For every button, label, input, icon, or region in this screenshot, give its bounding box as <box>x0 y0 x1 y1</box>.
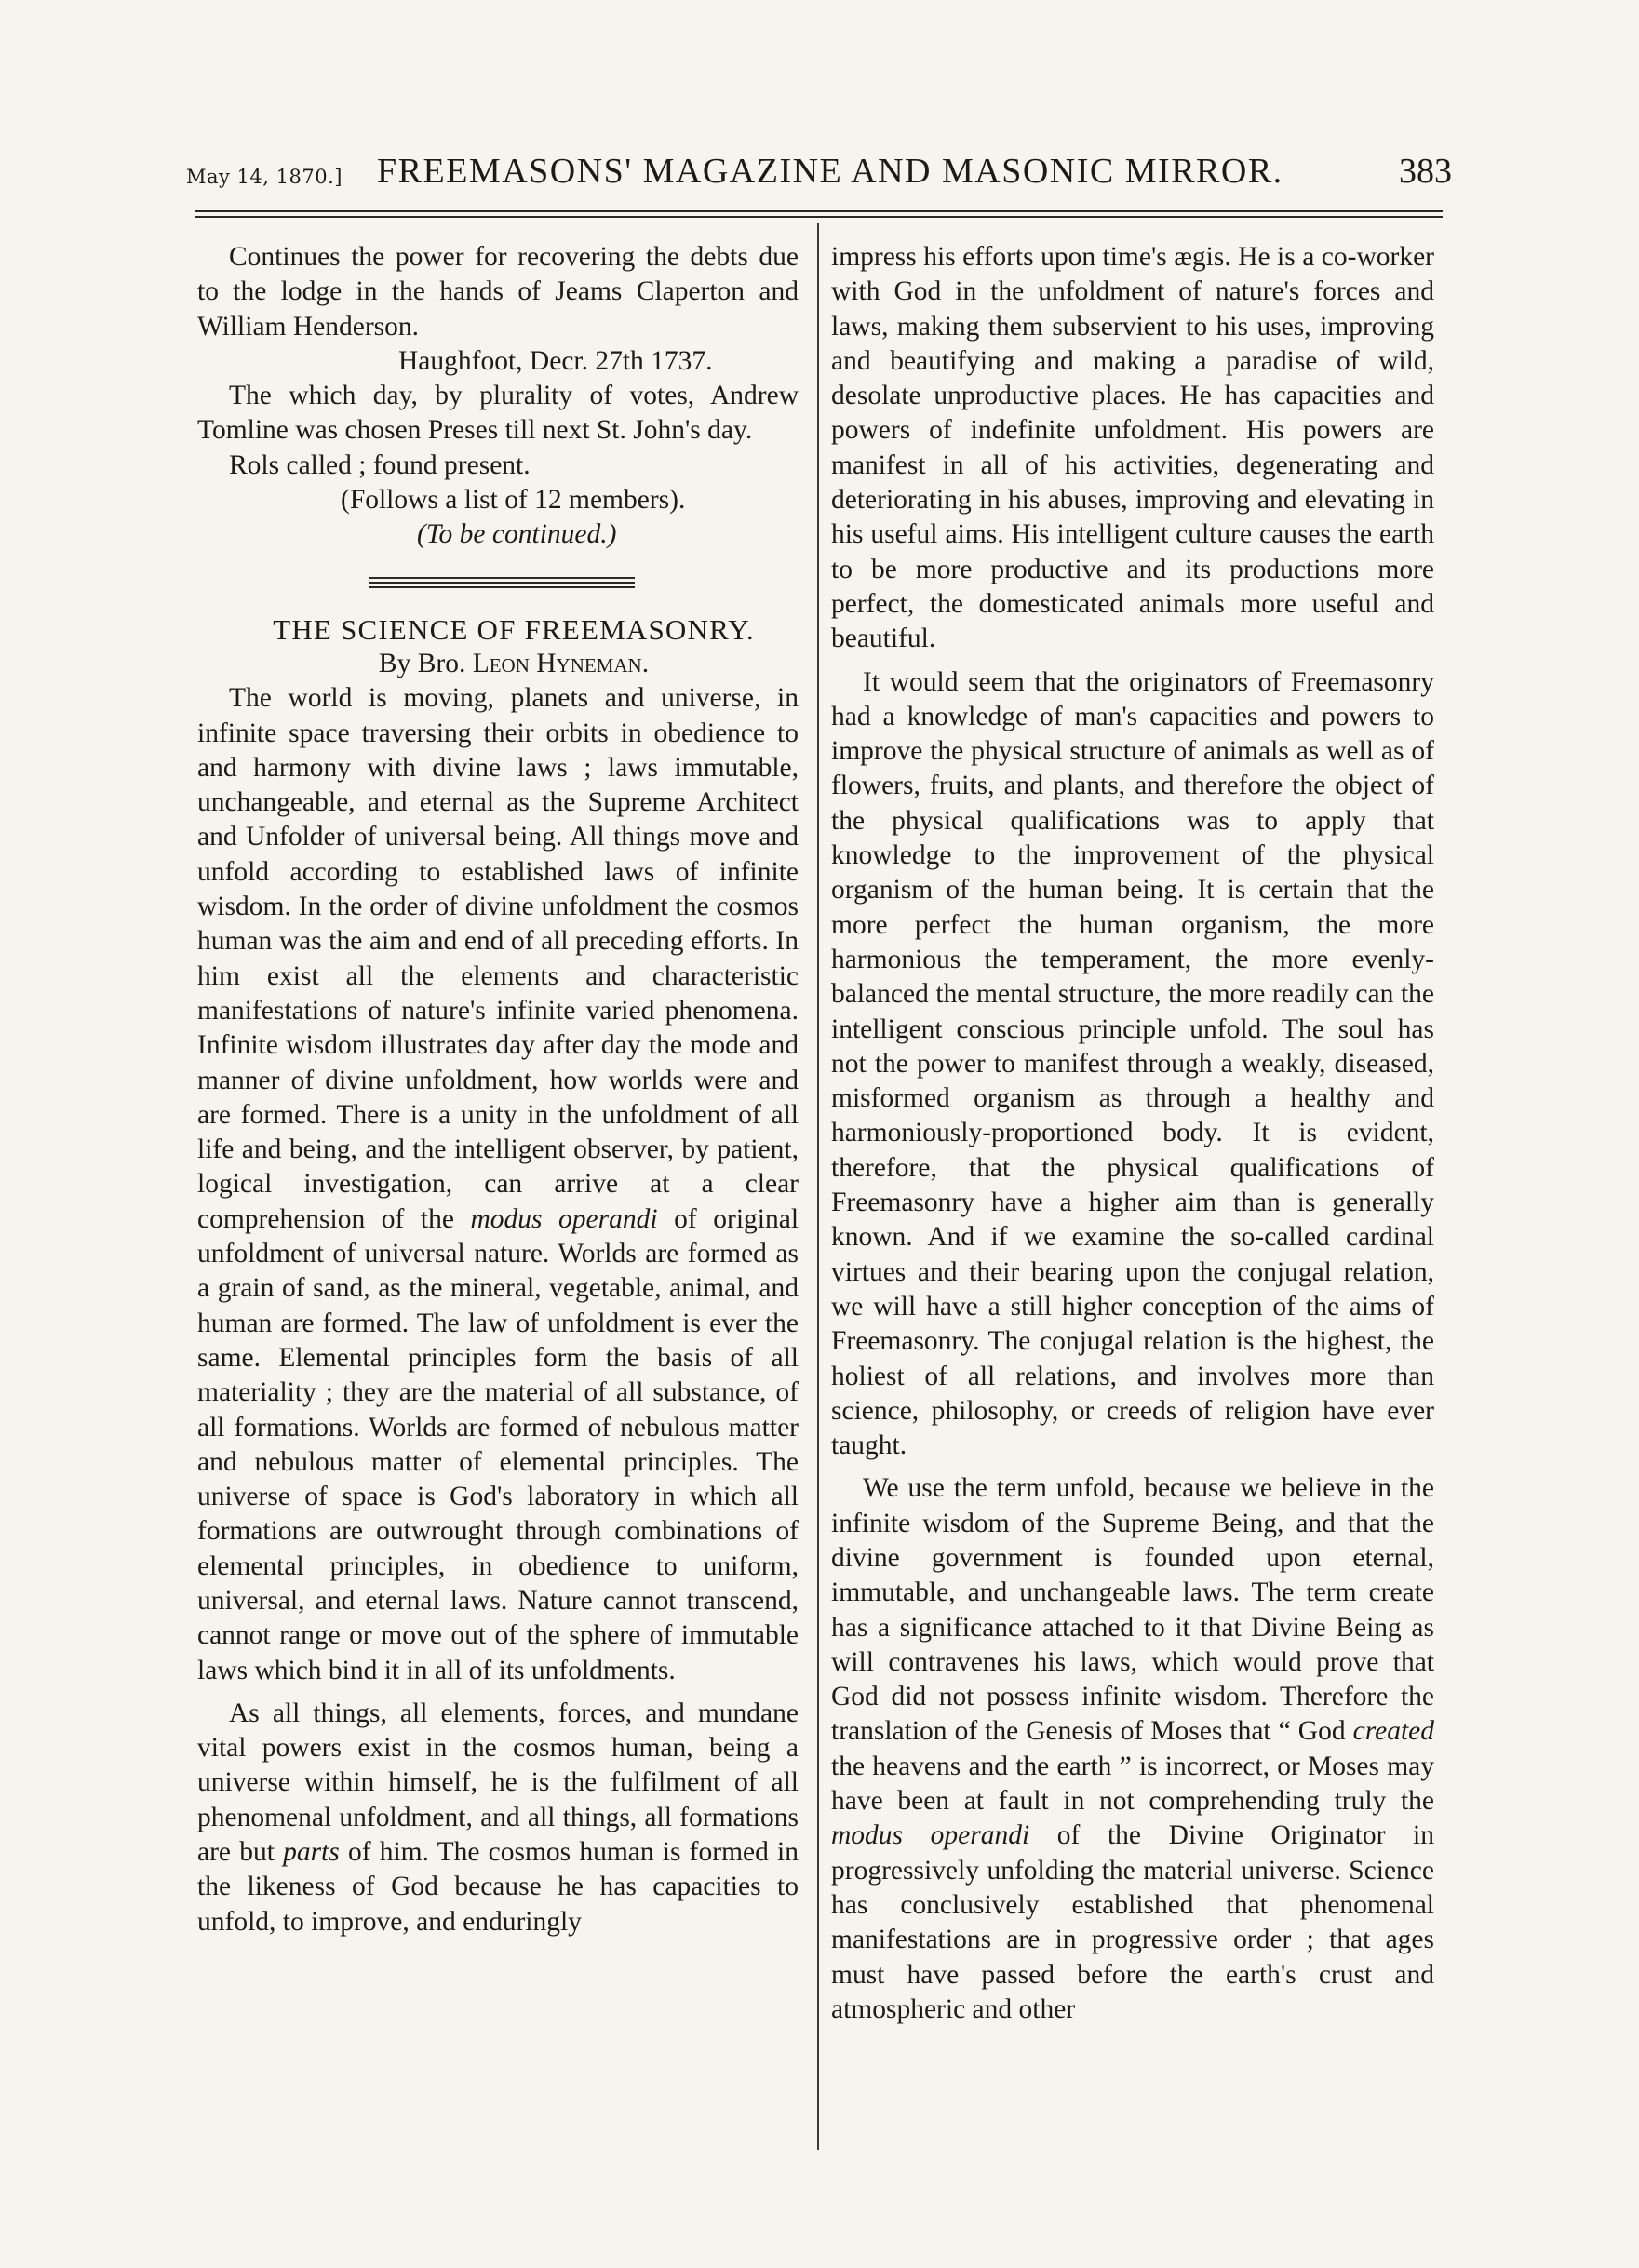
header-rule <box>195 210 1443 212</box>
dateline: Haughfoot, Decr. 27th 1737. <box>398 345 713 376</box>
emphasis: parts <box>283 1837 340 1868</box>
article-byline <box>197 647 799 681</box>
paragraph: Continues the power for recovering the debts due to the lodge in the hands of Jeams Claperton and William Henderson. <box>197 242 799 342</box>
column-divider <box>817 223 819 2150</box>
article-title: THE SCIENCE OF FREEMASONRY. <box>273 612 755 646</box>
page-number: 383 <box>1399 152 1452 191</box>
continued-note: (To be continued.) <box>417 519 617 550</box>
issue-date: May 14, 1870.] <box>186 166 343 188</box>
emphasis: modus operandi <box>470 1203 658 1234</box>
paragraph: The which day, by plurality of votes, Andrew Tomline was chosen Preses till next St. John's day. <box>197 381 799 446</box>
text-run: of original unfoldment of universal nature. Worlds are formed as a grain of sand, as the mineral, vegetable, animal, and human are formed. The law of unfoldment is ever the same. Elemental principles form the basis of all materiality ; they are the material of all substance, of all formations. Worlds are formed of nebulous matter and nebulous matter of elemental principles. The universe of space is God's laboratory in which all formations are outwrought through combinations of elemental principles, in obedience to uniform, universal, and eternal laws. Nature cannot transcend, cannot range or move out of the sphere of immutable laws which bind it in all of its unfoldments. <box>197 1203 799 1685</box>
paragraph: impress his efforts upon time's ægis. He is a co-worker with God in the unfoldment of nature's forces and laws, making them subservient to his uses, improving and beautifying and making a paradise of wild, desolate unproductive places. He has capacities and powers of indefinite unfoldment. His powers are manifest in all of his activities, degenerating and deteriorating in his abuses, improving and elevating in his useful aims. His intelligent culture causes the earth to be more productive and its productions more perfect, the domesticated animals more useful and beautiful. <box>831 242 1434 654</box>
text-run: the heavens and the earth ” is incorrect, or Moses may have been at fault in not comprehending truly the <box>831 1751 1434 1817</box>
right-column <box>831 240 1434 2027</box>
publication-title: FREEMASONS' MAGAZINE AND MASONIC MIRROR. <box>377 152 1283 191</box>
header-rule-secondary <box>195 216 1443 218</box>
paragraph <box>197 1697 799 1939</box>
section-divider-secondary <box>369 586 635 588</box>
byline-prefix: By Bro. <box>378 648 466 678</box>
text-run: We use the term unfold, because we believe in the infinite wisdom of the Supreme Being, and that the divine government is founded upon eternal, immutable, and unchangeable laws. The term create has a significance attached to it that Divine Being as will contravenes his laws, which would prove that God did not possess infinite wisdom. Therefore the translation of the Genesis of Moses that “ God <box>831 1473 1434 1747</box>
paragraph <box>197 681 799 1688</box>
author-name: Leon Hyneman. <box>472 648 650 678</box>
emphasis: created <box>1352 1716 1435 1747</box>
section-divider <box>369 577 635 584</box>
page-header <box>186 147 1452 199</box>
member-list-note: (Follows a list of 12 members). <box>341 485 686 516</box>
text-run: The world is moving, planets and universe, in infinite space traversing their orbits in obedience to and harmony with divine laws ; laws immutable, unchangeable, and eternal as the Supreme Architect and Unfolder of universal being. All things move and unfold according to established laws of infinite wisdom. In the order of divine unfoldment the cosmos human was the aim and end of all preceding efforts. In him exist all the elements and characteristic manifestations of nature's infinite varied phenomena. Infinite wisdom illustrates day after day the mode and manner of divine unfoldment, how worlds were and are formed. There is a unity in the unfoldment of all life and being, and the intelligent observer, by patient, logical investigation, can arrive at a clear comprehension of the <box>197 683 799 1234</box>
paragraph: It would seem that the originators of Freemasonry had a knowledge of man's capacities and powers to improve the physical structure of animals as well as of flowers, fruits, and plants, and therefore the object of the physical qualifications was to apply that knowledge to the improvement of the physical organism of the human being. It is certain that the more perfect the human organism, the more harmonious the temperament, the more evenly-balanced the mental structure, the more readily can the intelligent conscious principle unfold. The soul has not the power to manifest through a weakly, diseased, misformed organism as through a healthy and harmoniously-proportioned body. It is evident, therefore, that the physical qualifications of Freemasonry have a higher aim than is generally known. And if we examine the so-called cardinal virtues and their bearing upon the conjugal relation, we will have a still higher conception of the aims of Freemasonry. The conjugal relation is the highest, the holiest of all relations, and involves more than science, philosophy, or creeds of religion have ever taught. <box>831 666 1434 1461</box>
left-column <box>197 240 799 1939</box>
text-run: of him. The cosmos human is formed in the likeness of God because he has capacities to unfold, to improve, and enduringly <box>197 1837 799 1937</box>
paragraph: Rols called ; found present. <box>229 450 531 480</box>
paragraph <box>831 1471 1434 2027</box>
text-run: As all things, all elements, forces, and mundane vital powers exist in the cosmos human, being a universe within himself, he is the fulfilment of all phenomenal unfoldment, and all things, all formations are but <box>197 1698 799 1868</box>
text-run: of the Divine Originator in progressively unfolding the material universe. Science has conclusively established that phenomenal manifestations are in progressive order ; that ages must have passed before the earth's crust and atmospheric and other <box>831 1820 1434 2024</box>
emphasis: modus operandi <box>831 1820 1030 1851</box>
